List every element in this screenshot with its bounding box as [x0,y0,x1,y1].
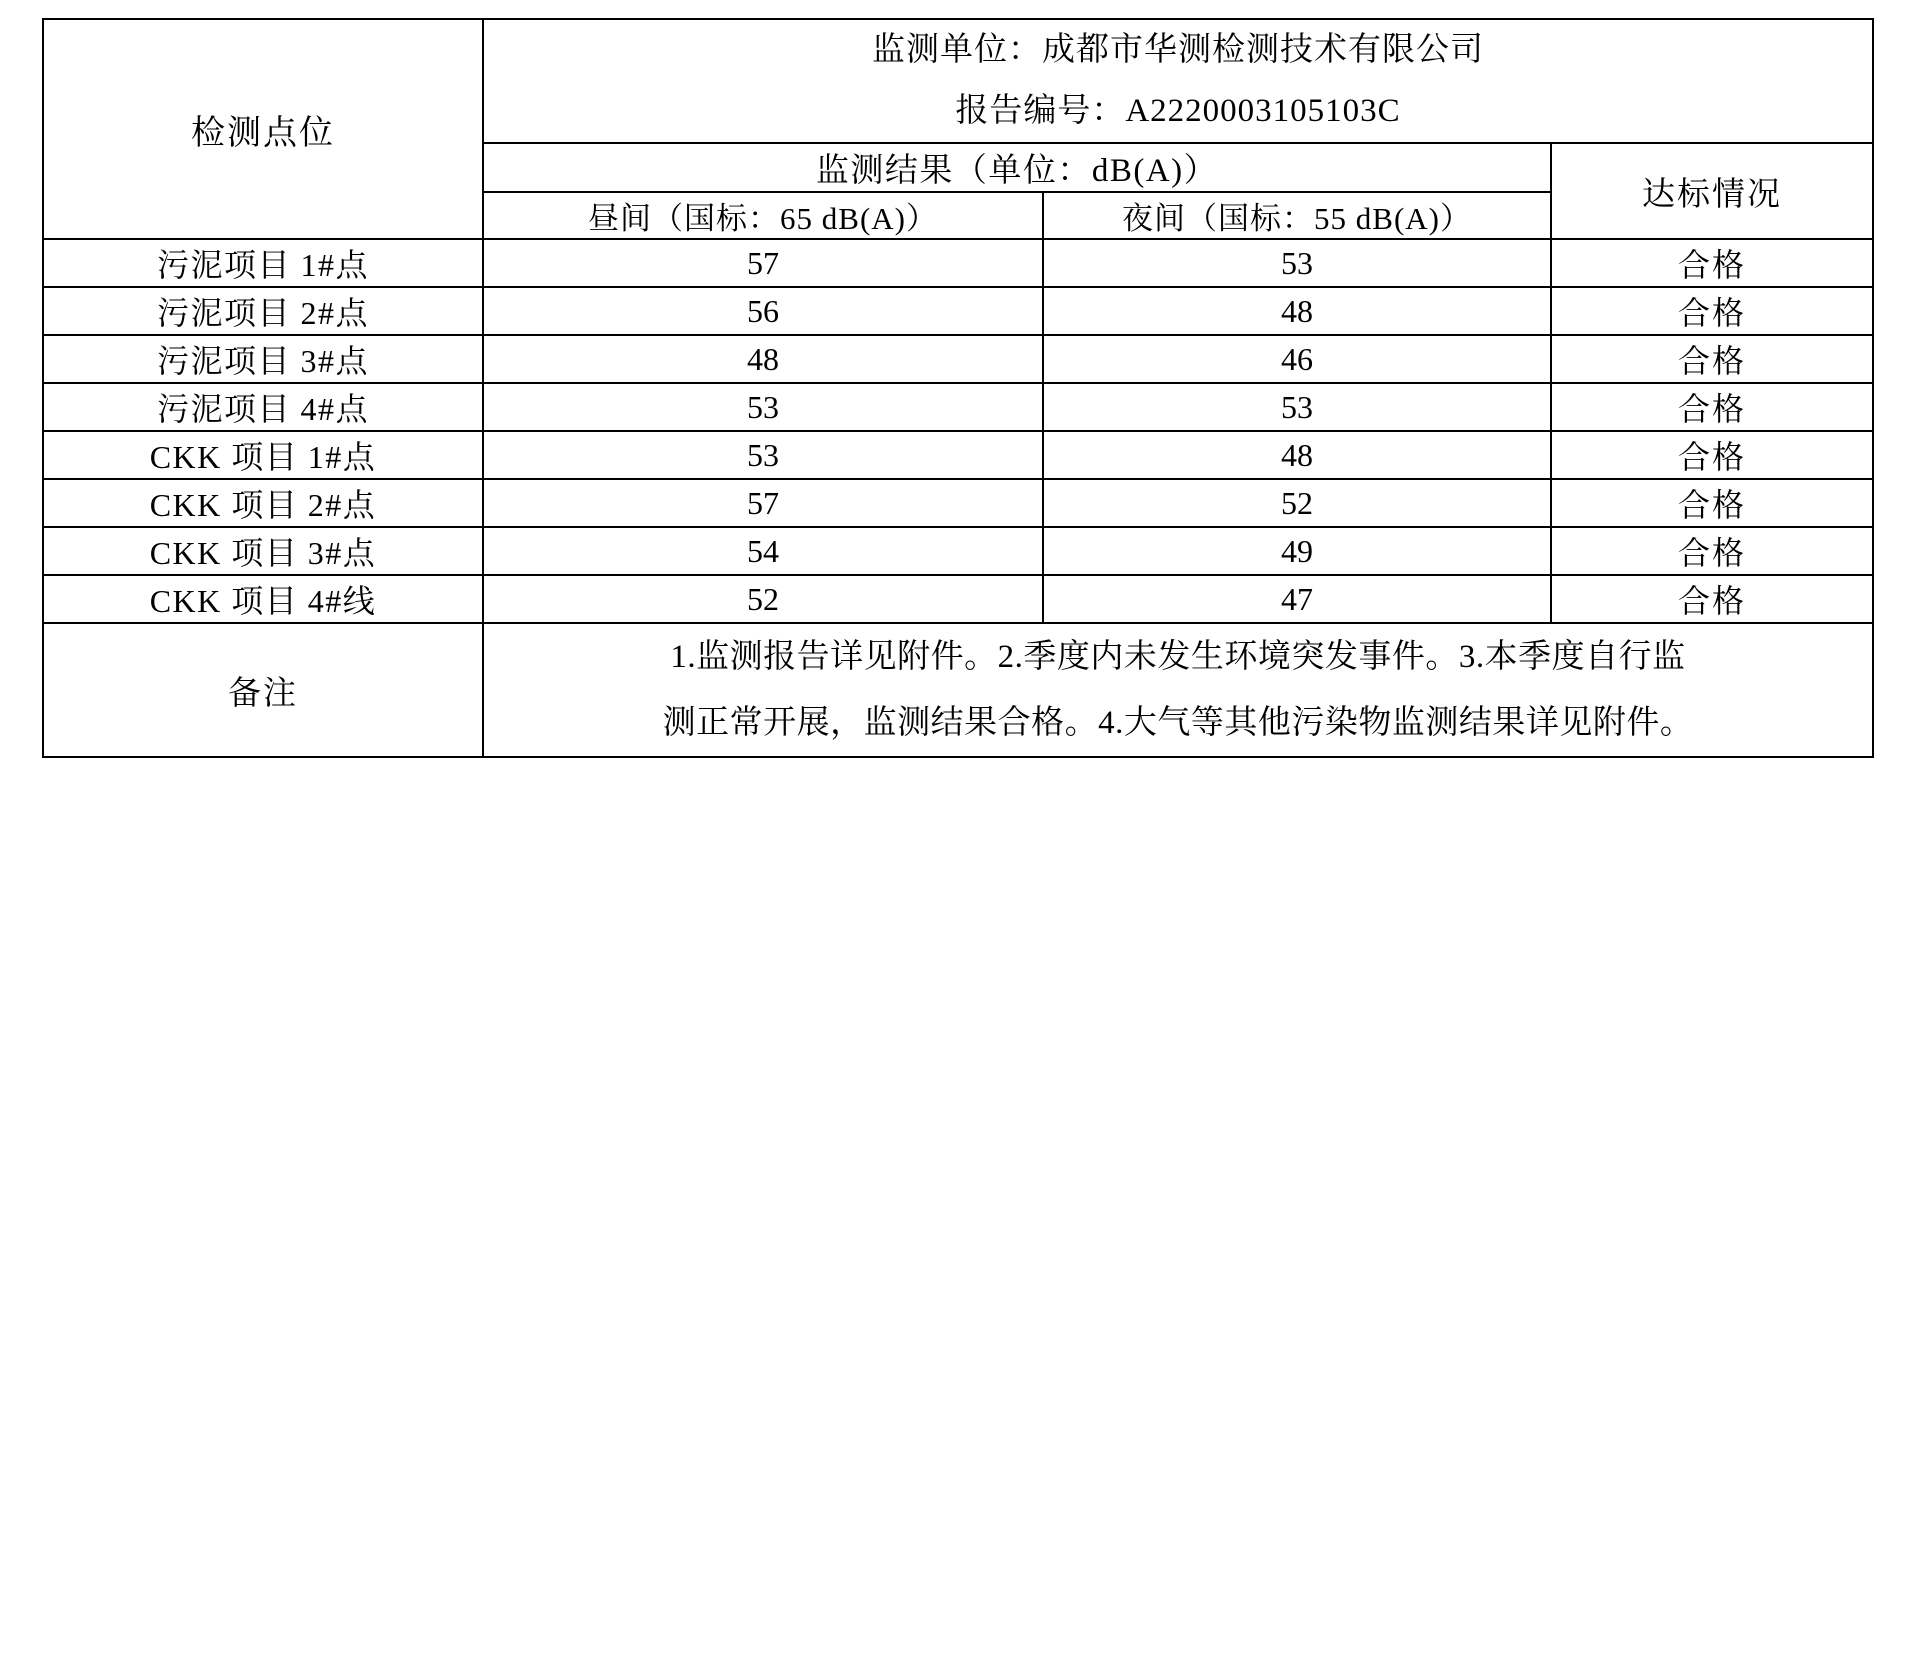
row-day-value: 57 [483,479,1043,527]
row-day-value: 57 [483,239,1043,287]
table-row [43,575,1873,623]
row-status-value: 合格 [1551,479,1873,527]
row-point-name: CKK 项目 3#点 [43,527,483,575]
row-day-value: 48 [483,335,1043,383]
row-point-name: CKK 项目 1#点 [43,431,483,479]
row-day-value: 52 [483,575,1043,623]
row-night-value: 46 [1043,335,1551,383]
row-day-value: 54 [483,527,1043,575]
row-point-name: CKK 项目 2#点 [43,479,483,527]
row-status-value: 合格 [1551,239,1873,287]
row-status-value: 合格 [1551,383,1873,431]
header-institution-block [483,19,1873,143]
row-point-name: CKK 项目 4#线 [43,575,483,623]
header-night-label: 夜间（国标：55 dB(A)） [1043,192,1551,239]
header-result-group: 监测结果（单位：dB(A)） [483,143,1551,192]
row-point-name: 污泥项目 4#点 [43,383,483,431]
notes-row [43,623,1873,757]
notes-line-2: 测正常开展，监测结果合格。4.大气等其他污染物监测结果详见附件。 [662,705,1694,742]
row-status-value: 合格 [1551,527,1873,575]
header-status-label: 达标情况 [1551,143,1873,239]
row-day-value: 56 [483,287,1043,335]
row-night-value: 47 [1043,575,1551,623]
header-day-label: 昼间（国标：65 dB(A)） [483,192,1043,239]
table-row [43,335,1873,383]
table-row [43,287,1873,335]
table-row [43,431,1873,479]
row-status-value: 合格 [1551,335,1873,383]
row-status-value: 合格 [1551,431,1873,479]
row-status-value: 合格 [1551,287,1873,335]
row-night-value: 52 [1043,479,1551,527]
row-night-value: 48 [1043,431,1551,479]
table-header-row-1 [43,19,1873,143]
table-row [43,527,1873,575]
header-point-label: 检测点位 [43,19,483,239]
notes-label: 备注 [43,623,483,757]
row-day-value: 53 [483,431,1043,479]
row-night-value: 49 [1043,527,1551,575]
table-row [43,239,1873,287]
notes-line-1: 1.监测报告详见附件。2.季度内未发生环境突发事件。3.本季度自行监 [670,639,1686,676]
table-row [43,479,1873,527]
monitoring-results-table [42,18,1874,758]
row-day-value: 53 [483,383,1043,431]
row-point-name: 污泥项目 1#点 [43,239,483,287]
row-point-name: 污泥项目 2#点 [43,287,483,335]
row-point-name: 污泥项目 3#点 [43,335,483,383]
monitoring-unit-line: 监测单位：成都市华测检测技术有限公司 [872,32,1485,68]
row-night-value: 53 [1043,239,1551,287]
notes-body [483,623,1873,757]
row-night-value: 48 [1043,287,1551,335]
report-number-line: 报告编号：A2220003105103C [955,93,1401,130]
row-status-value: 合格 [1551,575,1873,623]
table-row [43,383,1873,431]
row-night-value: 53 [1043,383,1551,431]
